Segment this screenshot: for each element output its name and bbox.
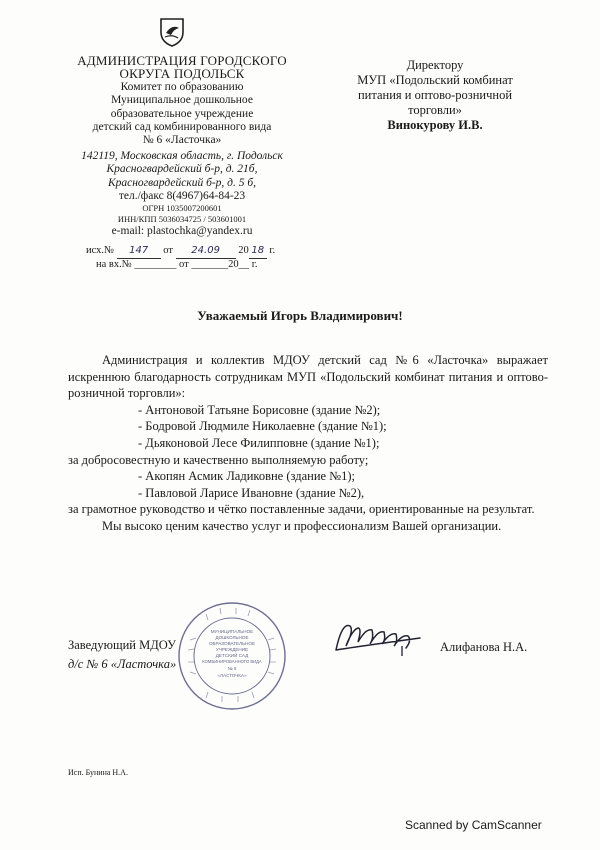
list-item: - Акопян Асмик Ладиковне (здание №1);	[138, 469, 355, 484]
sender-inn: ИНН/КПП 5036034725 / 503601001	[117, 214, 247, 225]
stamp-line: ДЕТСКИЙ САД	[215, 653, 249, 658]
stamp-line: КОМБИНИРОВАННОГО ВИДА	[202, 659, 262, 664]
sender-line: ОКРУГА ПОДОЛЬСК	[119, 66, 245, 82]
recipient-line: МУП «Подольский комбинат	[357, 73, 513, 87]
position-line: д/с № 6 «Ласточка»	[68, 657, 177, 671]
sender-phone: тел./факс 8(4967)64-84-23	[118, 190, 246, 203]
signatory-name: Алифанова Н.А.	[440, 640, 528, 654]
sender-line: № 6 «Ласточка»	[142, 134, 222, 147]
outgoing-date: 24.09	[191, 245, 220, 256]
outgoing-year: 18	[251, 245, 265, 256]
stamp-line: № 6	[227, 666, 237, 671]
recipient-name: Винокурову И.В.	[387, 118, 483, 132]
sender-email: e-mail: plastochka@yandex.ru	[111, 225, 253, 238]
sender-address: Красногвардейский б-р, д. 21б,	[106, 163, 258, 176]
body-reason: за грамотное руководство и чётко поставленные задачи, ориентированные на результат.	[68, 502, 535, 517]
sender-line: детский сад комбинированного вида	[92, 121, 272, 134]
list-item: - Антоновой Татьяне Борисовне (здание №2);	[138, 402, 381, 417]
outgoing-number: 147	[129, 245, 149, 256]
signatory-position	[68, 636, 176, 674]
outgoing-from: от	[163, 245, 173, 256]
recipient-line: торговли»	[408, 103, 462, 117]
body-intro: Администрация и коллектив МДОУ детский сад №6 «Ласточка» выражает искреннюю благодарность сотрудникам МУП «Подольский комбинат питания и оптово-розничной торговли»:	[68, 353, 548, 401]
list-item: - Дьяконовой Лесе Филипповне (здание №1);	[138, 435, 380, 450]
recipient-block	[322, 58, 548, 133]
round-stamp	[176, 600, 288, 712]
recipient-line: Директору	[406, 58, 464, 72]
scanner-watermark: Scanned by CamScanner	[405, 818, 542, 832]
handwritten-signature	[332, 616, 424, 660]
sender-address: Красногвардейский б-р, д. 5 б,	[107, 176, 257, 189]
list-item: - Павловой Ларисе Ивановне (здание №2),	[138, 485, 365, 500]
list-item: - Бодровой Людмиле Николаевне (здание №1);	[138, 419, 387, 434]
greeting: Уважаемый Игорь Владимирович!	[197, 308, 403, 323]
sender-line: Комитет по образованию	[120, 80, 244, 93]
stamp-line: ДОШКОЛЬНОЕ	[215, 635, 249, 640]
stamp-line: УЧРЕЖДЕНИЕ	[215, 647, 249, 652]
outgoing-ref: исх.№ 147 от 24.09 20 18 г.	[86, 244, 275, 259]
stamp-line: ОБРАЗОВАТЕЛЬНОЕ	[208, 641, 256, 646]
recipient-line: питания и оптово-розничной	[357, 88, 513, 102]
body-reason: за добросовестную и качественно выполняемую работу;	[68, 452, 369, 467]
sender-line: образовательное учреждение	[110, 107, 254, 120]
outgoing-label: исх.№	[86, 245, 115, 256]
sender-ogrn: ОГРН 1035007200601	[142, 203, 222, 214]
sender-address: 142119, Московская область, г. Подольск	[81, 149, 283, 162]
stamp-line: «ЛАСТОЧКА»	[217, 673, 247, 678]
sender-line: АДМИНИСТРАЦИЯ ГОРОДСКОГО	[77, 53, 287, 68]
incoming-ref: на вх.№ ________ от _______20__ г.	[96, 259, 258, 270]
letter-body	[68, 352, 548, 535]
sender-header	[62, 20, 302, 239]
executor-note: Исп. Бунина Н.А.	[68, 768, 128, 777]
stamp-line: МУНИЦИПАЛЬНОЕ	[210, 629, 254, 634]
position-line: Заведующий МДОУ	[68, 638, 176, 652]
sender-line: Муниципальное дошкольное	[111, 94, 253, 107]
body-closing: Мы высоко ценим качество услуг и профессионализм Вашей организации.	[102, 518, 502, 533]
